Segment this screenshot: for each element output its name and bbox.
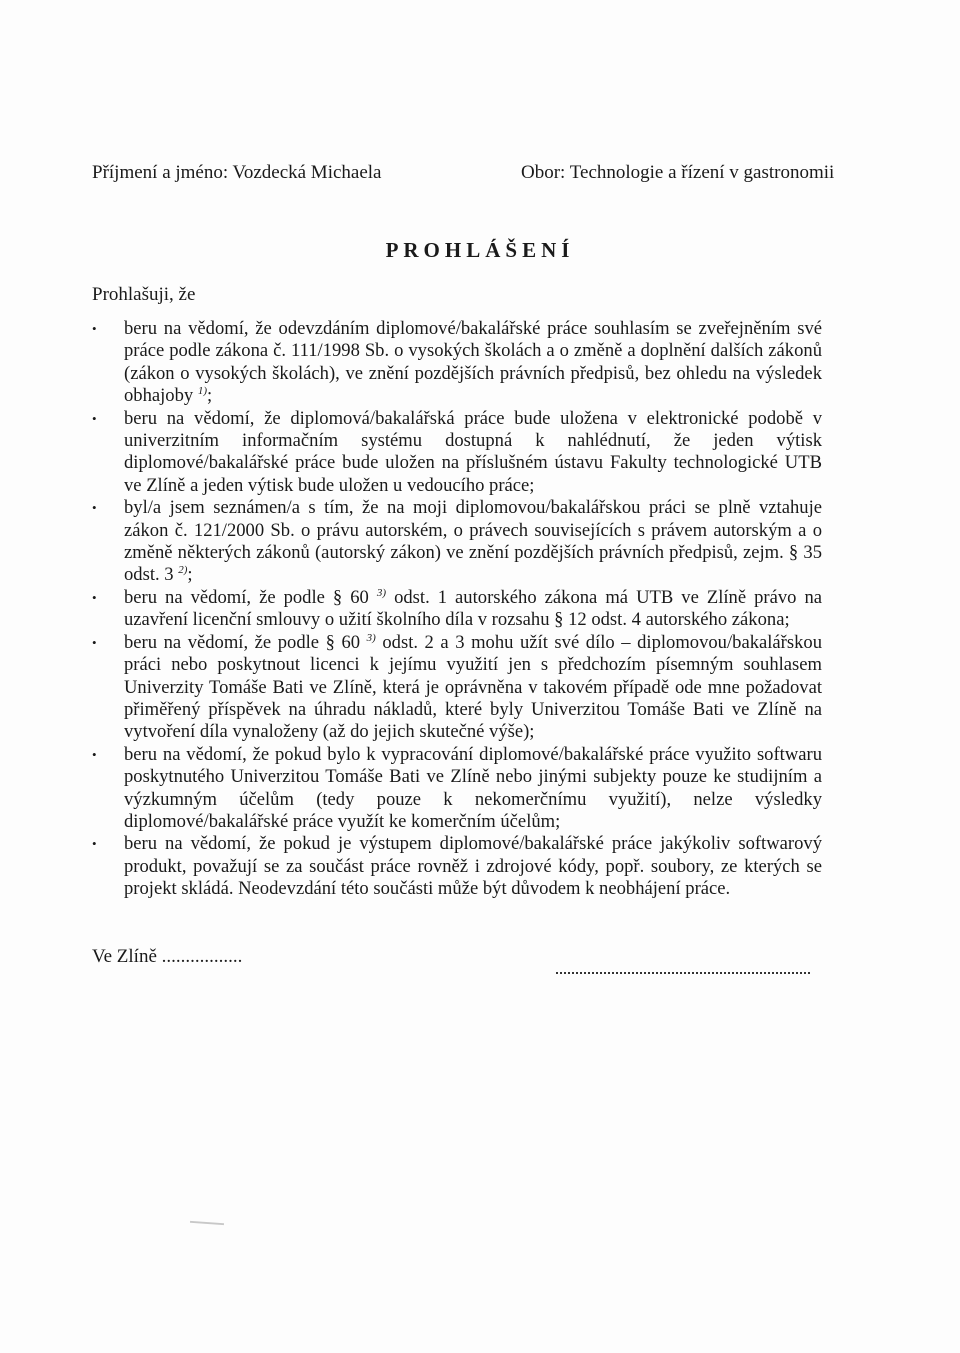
bullet-icon: • [92,589,97,605]
declaration-text: beru na vědomí, že podle § 60 [124,586,369,608]
signature-line [556,972,810,974]
declaration-text: beru na vědomí, že odevzdáním diplomové/bakalářské práce souhlasím se zveřejněním své práce podle zákona č. 111/1998 Sb. o vysokých školách a o změně a doplnění dalších zákonů (zákon o vysokých školách), ve znění pozdějších právních předpisů, bez ohledu na výsledek obhajoby [124,318,822,407]
declaration-text: beru na vědomí, že pokud je výstupem diplomové/bakalářské práce jakýkoliv softwarový produkt, považují se za součást práce rovněž i zdrojové kódy, popř. soubory, ze kterých se projekt skládá. Neodevzdání této součásti může být důvodem k neobhájení práce. [124,833,822,900]
declaration-item [92,833,822,900]
declaration-text-end: ; [207,385,213,407]
declaration-list [92,318,822,901]
place-date-line: Ve Zlíně ................. [92,946,243,967]
declaration-item [92,408,822,498]
declaration-item [92,587,822,632]
document-title: PROHLÁŠENÍ [385,238,575,262]
student-name-line: Příjmení a jméno: Vozdecká Michaela [92,162,382,183]
declaration-text-end: ; [187,564,193,586]
declaration-text: beru na vědomí, že pokud bylo k vypracování diplomové/bakalářské práce využito softwaru poskytnutého Univerzitou Tomáše Bati ve Zlíně nebo jinými subjekty pouze ke studijním a výzkumným účelům (tedy pouze k nekomerčnímu využití), nelze výsledky diplomové/bakalářské práce využít ke komerčním účelům; [124,743,822,832]
declaration-text-end: odst. 2 a 3 mohu užít své dílo – diplomovou/bakalářskou práci nebo poskytnout licenci k jejímu využití jen s předchozím písemným souhlasem Univerzity Tomáše Bati ve Zlíně, která je oprávněna v takovém případě ode mne požadovat přiměřený příspěvek na úhradu nákladů, které byly Univerzitou Tomáše Bati ve Zlíně na vytvoření díla vynaloženy (až do jejich skutečné výše); [124,631,822,743]
bullet-icon: • [92,500,97,516]
declaration-text-end: odst. 1 autorského zákona má UTB ve Zlíně právo na uzavření licenční smlouvy o užití školního díla v rozsahu § 12 odst. 4 autorského zákona; [124,586,823,631]
footnote-ref: 2) [178,564,188,577]
intro-text: Prohlašuji, že [92,284,196,305]
bullet-icon: • [92,836,97,852]
declaration-text: byl/a jsem seznámen/a s tím, že na moji diplomovou/bakalářskou práci se plně vztahuje zákon č. 121/2000 Sb. o právu autorském, o právech souvisejících s právem autorským a o změně některých zákonů (autorský zákon) ve znění pozdějších právních předpisů, zejm. § 35 odst. 3 [124,497,822,586]
bullet-icon: • [92,410,97,426]
study-field-line: Obor: Technologie a řízení v gastronomii [521,162,835,183]
footnote-ref: 1) [197,385,208,398]
declaration-item [92,744,822,834]
declaration-text: beru na vědomí, že diplomová/bakalářská práce bude uložena v elektronické podobě v univerzitním informačním systému dostupná k nahlédnutí, že jeden výtisk diplomové/bakalářské práce bude uložen na příslušném ústavu Fakulty technologické UTB ve Zlíně a jeden výtisk bude uložen u vedoucího práce; [124,407,822,496]
bullet-icon: • [92,634,97,650]
scan-mark [190,1221,224,1225]
declaration-item [92,497,822,587]
declaration-item [92,318,822,408]
bullet-icon: • [92,321,97,336]
bullet-icon: • [92,746,97,762]
declaration-item [92,632,822,744]
footnote-ref: 3) [376,586,387,599]
declaration-text: beru na vědomí, že podle § 60 [124,631,361,653]
footnote-ref: 3) [366,631,376,644]
